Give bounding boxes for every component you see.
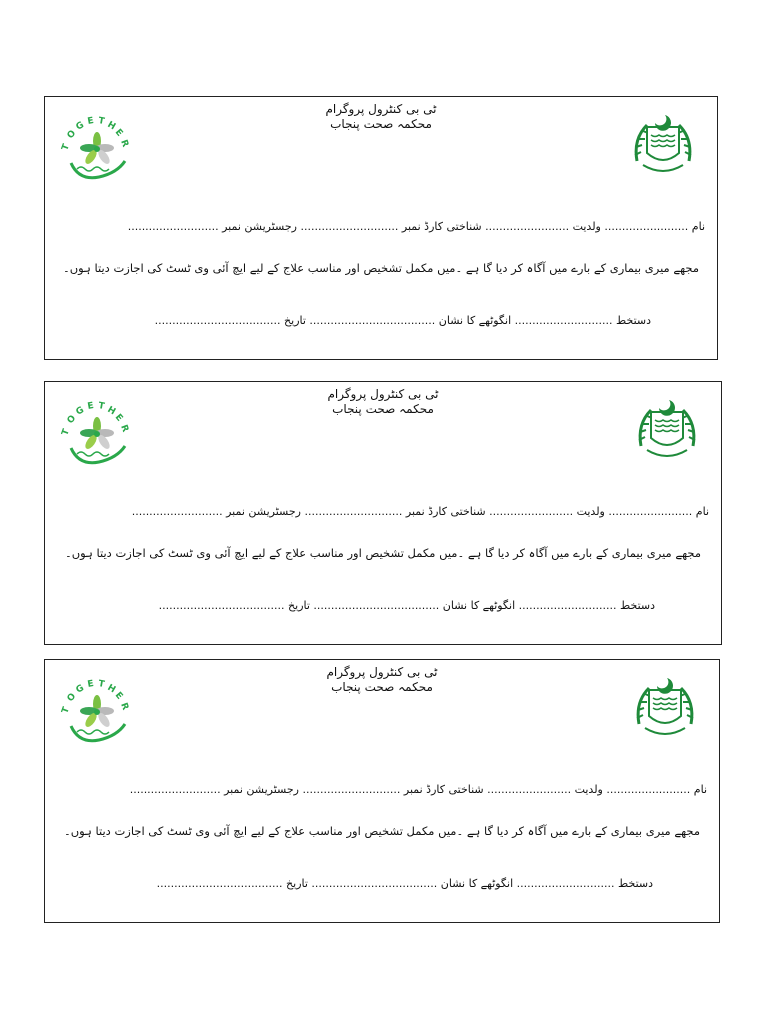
- form-title: [45, 102, 717, 132]
- fields-line: نام ........................ ولدیت ........................ شناختی کارڈ نمبر ............................ رجسٹریشن نمبر ..........................: [131, 505, 709, 518]
- consent-statement: مجھے میری بیماری کے بارے میں آگاہ کر دیا گا ہے ۔میں مکمل تشخیص اور مناسب علاج کے لیے ایچ آئی وی ٹسٹ کی اجازت دیتا ہوں۔: [63, 824, 700, 838]
- svg-text:E: E: [112, 690, 125, 702]
- consent-form-2: [44, 381, 722, 645]
- svg-text:H: H: [105, 119, 118, 133]
- signature-line: دستخط ............................ انگوٹھے کا نشان .................................... تاریخ ....................................: [156, 877, 653, 890]
- program-name: ٹی بی کنٹرول پروگرام: [327, 387, 439, 401]
- signature-line: دستخط ............................ انگوٹھے کا نشان .................................... تاریخ ....................................: [154, 314, 651, 327]
- svg-text:E: E: [112, 127, 125, 139]
- together-leaf-logo-icon: [59, 396, 135, 472]
- svg-text:T: T: [97, 401, 106, 413]
- fields-line: نام ........................ ولدیت ........................ شناختی کارڈ نمبر ............................ رجسٹریشن نمبر ..........................: [127, 220, 705, 233]
- consent-statement: مجھے میری بیماری کے بارے میں آگاہ کر دیا گا ہے ۔میں مکمل تشخیص اور مناسب علاج کے لیے ایچ آئی وی ٹسٹ کی اجازت دیتا ہوں۔: [62, 261, 699, 275]
- svg-text:O: O: [65, 128, 79, 141]
- svg-text:E: E: [86, 401, 95, 412]
- svg-text:T: T: [60, 705, 72, 716]
- fields-line: نام ........................ ولدیت ........................ شناختی کارڈ نمبر ............................ رجسٹریشن نمبر ..........................: [129, 783, 707, 796]
- svg-text:T: T: [60, 427, 72, 438]
- together-leaf-logo-icon: [59, 111, 135, 187]
- svg-text:G: G: [74, 120, 86, 133]
- svg-text:T: T: [60, 142, 72, 153]
- svg-text:O: O: [65, 691, 79, 704]
- punjab-emblem-icon: [631, 394, 703, 466]
- svg-text:E: E: [86, 679, 95, 690]
- svg-text:R: R: [118, 423, 130, 434]
- svg-text:T: T: [97, 679, 106, 691]
- department-name: محکمہ صحت پنجاب: [331, 680, 433, 694]
- consent-form-1: [44, 96, 718, 360]
- svg-text:R: R: [118, 138, 130, 149]
- program-name: ٹی بی کنٹرول پروگرام: [325, 102, 437, 116]
- punjab-emblem-icon: [629, 672, 701, 744]
- svg-text:T: T: [97, 116, 106, 128]
- department-name: محکمہ صحت پنجاب: [332, 402, 434, 416]
- together-leaf-logo-icon: [59, 674, 135, 750]
- form-title: [45, 387, 721, 417]
- svg-text:E: E: [112, 412, 125, 424]
- svg-text:G: G: [74, 683, 86, 696]
- department-name: محکمہ صحت پنجاب: [330, 117, 432, 131]
- program-name: ٹی بی کنٹرول پروگرام: [326, 665, 438, 679]
- consent-statement: مجھے میری بیماری کے بارے میں آگاہ کر دیا گا ہے ۔میں مکمل تشخیص اور مناسب علاج کے لیے ایچ آئی وی ٹسٹ کی اجازت دیتا ہوں۔: [64, 546, 701, 560]
- svg-text:G: G: [74, 405, 86, 418]
- svg-text:H: H: [105, 682, 118, 696]
- svg-text:O: O: [65, 413, 79, 426]
- svg-text:E: E: [86, 116, 95, 127]
- svg-text:H: H: [105, 404, 118, 418]
- consent-form-3: [44, 659, 720, 923]
- form-title: [45, 665, 719, 695]
- svg-text:R: R: [118, 701, 130, 712]
- signature-line: دستخط ............................ انگوٹھے کا نشان .................................... تاریخ ....................................: [158, 599, 655, 612]
- punjab-emblem-icon: [627, 109, 699, 181]
